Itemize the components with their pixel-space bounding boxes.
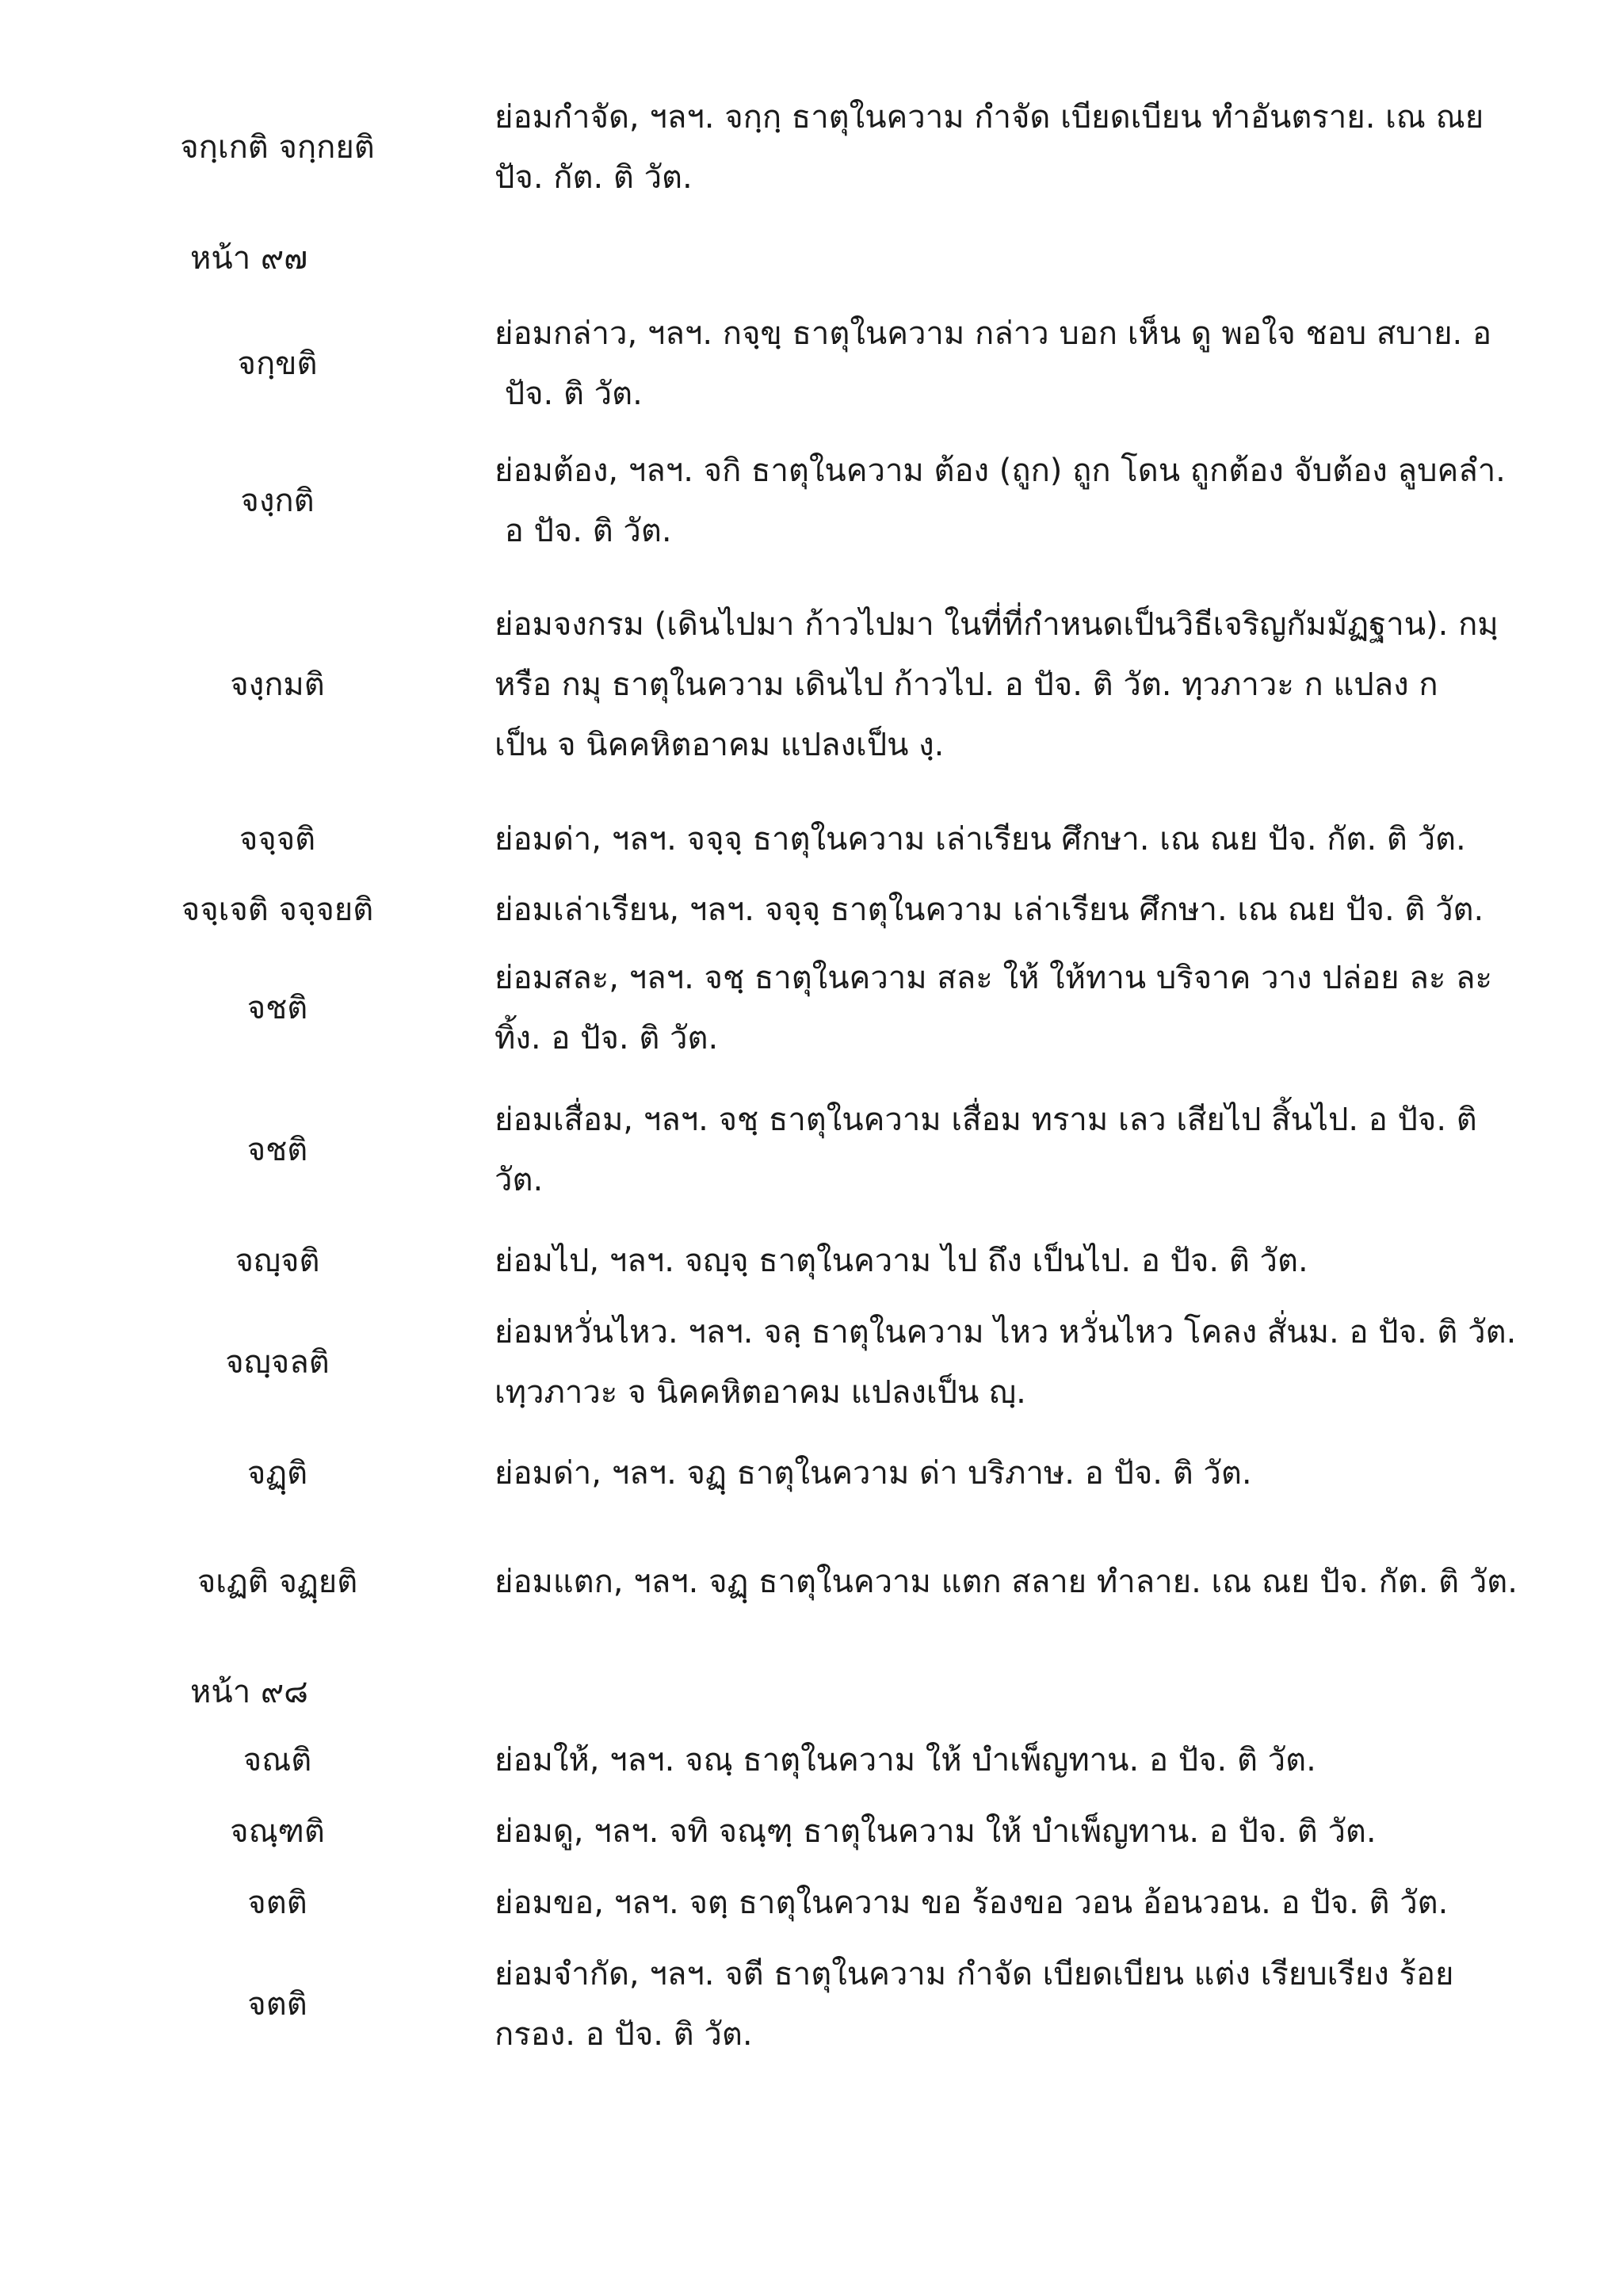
entry-term: จตติ (247, 1885, 307, 1921)
entry-term: จตติ (247, 1986, 307, 2023)
entry-definition: ย่อมจงกรม (เดินไปมา ก้าวไปมา ในที่ที่กำหนดเป็นวิธีเจริญกัมมัฏฐาน). กมฺ หรือ กมุ ธาตุในความ เดินไป ก้าวไป. อ ปัจ. ติ วัต. ทฺวภาวะ ก แปลง ก เป็น จ นิคคหิตอาคม แปลงเป็น งฺ. (495, 606, 1499, 763)
entry-definition: ย่อมให้, ฯลฯ. จณฺ ธาตุในความ ให้ บำเพ็ญทาน. อ ปัจ. ติ วัต. (495, 1742, 1316, 1778)
entry-definition: ย่อมขอ, ฯลฯ. จตฺ ธาตุในความ ขอ ร้องขอ วอน อ้อนวอน. อ ปัจ. ติ วัต. (495, 1885, 1449, 1921)
page-number-heading: หน้า ๙๗ (190, 240, 308, 277)
page-number-heading: หน้า ๙๘ (190, 1674, 309, 1710)
entry-term: จจฺจติ (239, 821, 316, 858)
entry-definition: ย่อมหวั่นไหว. ฯลฯ. จลฺ ธาตุในความ ไหว หวั่นไหว โคลง สั่นม. อ ปัจ. ติ วัต. เทฺวภาวะ จ นิคคหิตอาคม แปลงเป็น ญฺ. (495, 1314, 1517, 1411)
entry-definition: ย่อมสละ, ฯลฯ. จชฺ ธาตุในความ สละ ให้ ให้ทาน บริจาค วาง ปล่อย ละ ละ ทิ้ง. อ ปัจ. ติ วัต. (495, 960, 1493, 1056)
entry-definition: ย่อมด่า, ฯลฯ. จจฺจฺ ธาตุในความ เล่าเรียน ศึกษา. เณ ณย ปัจ. กัต. ติ วัต. (495, 821, 1466, 858)
entry-term: จญฺจลติ (225, 1344, 330, 1381)
entry-definition: ย่อมกล่าว, ฯลฯ. กจฺขฺ ธาตุในความ กล่าว บอก เห็น ดู พอใจ ชอบ สบาย. อ ปัจ. ติ วัต. (495, 315, 1491, 412)
entry-term: จกฺเกติ จกฺกยติ (180, 129, 375, 166)
entry-term: จญฺจติ (235, 1243, 320, 1279)
entry-term: จงฺกติ (240, 483, 315, 519)
entry-term: จเฏติ จฏฺยติ (197, 1564, 358, 1600)
entry-definition: ย่อมด่า, ฯลฯ. จฏฺ ธาตุในความ ด่า บริภาษ. อ ปัจ. ติ วัต. (495, 1455, 1252, 1492)
entry-term: จจฺเจติ จจฺจยติ (181, 892, 374, 928)
entry-definition: ย่อมเล่าเรียน, ฯลฯ. จจฺจฺ ธาตุในความ เล่าเรียน ศึกษา. เณ ณย ปัจ. ติ วัต. (495, 892, 1484, 928)
entry-term: จกฺขติ (237, 346, 318, 382)
entry-definition: ย่อมเสื่อม, ฯลฯ. จชฺ ธาตุในความ เสื่อม ทราม เลว เสียไป สิ้นไป. อ ปัจ. ติ วัต. (495, 1102, 1477, 1198)
entry-term: จงฺกมติ (230, 667, 325, 703)
entry-definition: ย่อมต้อง, ฯลฯ. จกิ ธาตุในความ ต้อง (ถูก) ถูก โดน ถูกต้อง จับต้อง ลูบคลำ. อ ปัจ. ติ วัต. (495, 453, 1506, 549)
entry-term: จชติ (246, 1132, 308, 1168)
entry-term: จณฺฑติ (230, 1813, 325, 1850)
entry-definition: ย่อมจำกัด, ฯลฯ. จตี ธาตุในความ กำจัด เบียดเบียน แต่ง เรียบเรียง ร้อย กรอง. อ ปัจ. ติ วัต. (495, 1956, 1454, 2053)
entry-definition: ย่อมกำจัด, ฯลฯ. จกฺกฺ ธาตุในความ กำจัด เบียดเบียน ทำอันตราย. เณ ณย ปัจ. กัต. ติ วัต. (495, 99, 1484, 196)
entry-term: จชติ (246, 990, 308, 1026)
entry-definition: ย่อมแตก, ฯลฯ. จฏฺ ธาตุในความ แตก สลาย ทำลาย. เณ ณย ปัจ. กัต. ติ วัต. (495, 1564, 1518, 1600)
entry-term: จฏฺติ (246, 1455, 308, 1492)
entry-term: จณติ (242, 1742, 312, 1778)
entry-definition: ย่อมไป, ฯลฯ. จญฺจฺ ธาตุในความ ไป ถึง เป็นไป. อ ปัจ. ติ วัต. (495, 1243, 1308, 1279)
entry-definition: ย่อมดู, ฯลฯ. จทิ จณฺฑฺ ธาตุในความ ให้ บำเพ็ญทาน. อ ปัจ. ติ วัต. (495, 1813, 1377, 1850)
